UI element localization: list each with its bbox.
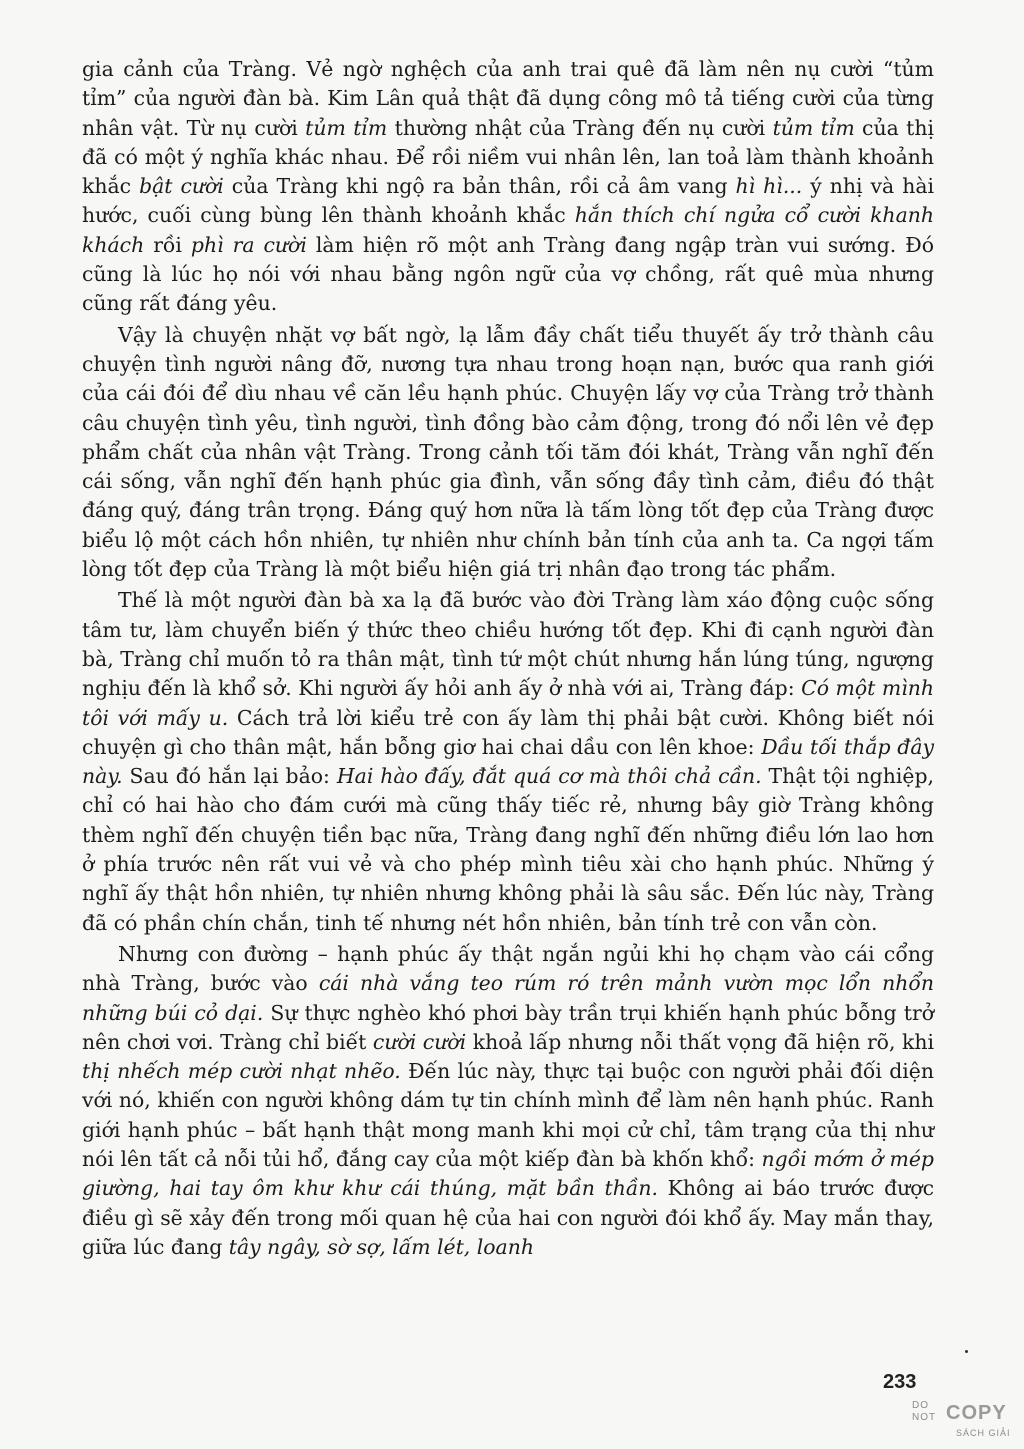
text-run: rồi xyxy=(144,232,191,257)
italic-quote: hì hì... xyxy=(735,174,803,199)
italic-quote: thị nhếch mép cười nhạt nhẽo. xyxy=(82,1059,401,1084)
italic-quote: tủm tỉm xyxy=(772,115,855,140)
italic-quote: tây ngây, sờ sợ, lấm lét, loanh xyxy=(228,1234,534,1259)
text-run: Sự thực nghèo khó phơi bày trần trụi khiến hạnh phúc bỗng trở nên chơi vơi. Tràng chỉ biết xyxy=(82,1000,934,1054)
text-run: thường nhật của Tràng đến nụ cười xyxy=(387,115,773,140)
text-run: ý nhị và hài hước, cuối cùng bùng lên thành khoảnh khắc xyxy=(82,174,935,228)
watermark-copy: COPY xyxy=(946,1402,1007,1424)
text-run: Thật tội nghiệp, chỉ có hai hào cho đám cưới mà cũng thấy tiếc rẻ, nhưng bây giờ Tràng không thèm nghĩ đến chuyện tiền bạc nữa, Tràng đang nghĩ đến những điều lớn lao hơn ở phía trước nên rất vui vẻ và cho phép mình tiêu xài cho hạnh phúc. Những ý nghĩ ấy thật hồn nhiên, tự nhiên nhưng không phải là sâu sắc. Đến lúc này, Tràng đã có phần chín chắn, tinh tế nhưng nét hồn nhiên, bản tính trẻ con vẫn còn. xyxy=(82,764,934,935)
italic-quote: Có một mình tôi với mấy u. xyxy=(82,676,934,730)
paragraph-1 xyxy=(82,55,934,319)
print-speck xyxy=(965,1350,968,1353)
text-run: làm hiện rõ một anh Tràng đang ngập tràn vui sướng. Đó cũng là lúc họ nói với nhau bằng ngôn ngữ của vợ chồng, rất quê mùa nhưng cũng rất đáng yêu. xyxy=(82,232,934,316)
page-body xyxy=(82,55,934,1264)
text-run: gia cảnh của Tràng. Vẻ ngờ nghệch của anh trai quê đã làm nên nụ cười “tủm tỉm” của người đàn bà. Kim Lân quả thật đã dụng công mô tả tiếng cười của từng nhân vật. Từ nụ cười xyxy=(82,57,934,140)
text-run: Cách trả lời kiểu trẻ con ấy làm thị phải bật cười. Không biết nói chuyện gì cho thân mật, hắn bỗng giơ hai chai dầu con lên khoe: xyxy=(82,705,935,759)
watermark-do: DO xyxy=(912,1400,929,1411)
watermark-not: NOT xyxy=(912,1412,937,1423)
paragraph-4 xyxy=(82,940,934,1262)
page-number: 233 xyxy=(883,1371,917,1393)
text-run: Đến lúc này, thực tại buộc con người phải đối diện với nó, khiến con người không dám tự tin chính mình để làm nên hạnh phúc. Ranh giới hạnh phúc – bất hạnh thật mong manh khi mọi cử chỉ, tâm trạng của thị như nói lên tất cả nỗi tủi hổ, đắng cay của một kiếp đàn bà khốn khổ: xyxy=(82,1059,934,1171)
text-run: Không ai báo trước được điều gì sẽ xảy đến trong mối quan hệ của hai con người đói khổ ấy. May mắn thay, giữa lúc đang xyxy=(82,1176,934,1259)
text-run: Sau đó hắn lại bảo: xyxy=(122,764,337,789)
watermark-logo xyxy=(912,1400,1012,1444)
italic-quote: bật cười xyxy=(139,174,224,199)
italic-quote: phì ra cười xyxy=(190,232,307,257)
italic-quote: Hai hào đấy, đắt quá cơ mà thôi chả cần. xyxy=(336,764,762,789)
text-run: Vậy là chuyện nhặt vợ bất ngờ, lạ lẫm đầy chất tiểu thuyết ấy trở thành câu chuyện tình người nâng đỡ, nương tựa nhau trong hoạn nạn, bước qua ranh giới của cái đói để dìu nhau về căn lều hạnh phúc. Chuyện lấy vợ của Tràng trở thành câu chuyện tình yêu, tình người, tình đồng bào cảm động, trong đó nổi lên vẻ đẹp phẩm chất của nhân vật Tràng. Trong cảnh tối tăm đói khát, Tràng vẫn nghĩ đến cái sống, vẫn nghĩ đến hạnh phúc gia đình, vẫn sống đầy tình cảm, điều đó thật đáng quý, đáng trân trọng. Đáng quý hơn nữa là tấm lòng tốt đẹp của Tràng được biểu lộ một cách hồn nhiên, tự nhiên như chính bản tính của anh ta. Ca ngợi tấm lòng tốt đẹp của Tràng là một biểu hiện giá trị nhân đạo trong tác phẩm. xyxy=(82,322,934,582)
paragraph-2 xyxy=(82,321,934,585)
text-run: khoả lấp nhưng nỗi thất vọng đã hiện rõ, khi xyxy=(466,1029,935,1054)
italic-quote: ngồi mớm ở mép giường, hai tay ôm khư khư cái thúng, mặt bần thần. xyxy=(82,1146,934,1201)
italic-quote: tủm tỉm xyxy=(305,115,388,140)
text-run: Nhưng con đường – hạnh phúc ấy thật ngắn ngủi khi họ chạm vào cái cổng nhà Tràng, bước vào xyxy=(82,941,934,996)
watermark-sub: SÁCH GIẢI xyxy=(956,1428,1011,1438)
italic-quote: Dầu tối thắp đây này. xyxy=(82,734,934,789)
text-run: của Tràng khi ngộ ra bản thân, rồi cả âm vang xyxy=(223,174,736,199)
text-run: Thế là một người đàn bà xa lạ đã bước vào đời Tràng làm xáo động cuộc sống tâm tư, làm chuyển biến ý thức theo chiều hướng tốt đẹp. Khi đi cạnh người đàn bà, Tràng chỉ muốn tỏ ra thân mật, tình tứ một chút nhưng hắn lúng túng, ngượng nghịu đến là khổ sở. Khi người ấy hỏi anh ấy ở nhà với ai, Tràng đáp: xyxy=(82,588,934,701)
paragraph-3 xyxy=(82,586,934,938)
italic-quote: hắn thích chí ngửa cổ cười khanh khách xyxy=(82,203,934,257)
italic-quote: cười cười xyxy=(372,1029,467,1054)
text-run: của thị đã có một ý nghĩa khác nhau. Để rồi niềm vui nhân lên, lan toả làm thành khoảnh khắc xyxy=(82,115,934,199)
italic-quote: cái nhà vắng teo rúm ró trên mảnh vườn mọc lổn nhổn những búi cỏ dại. xyxy=(82,971,934,1025)
